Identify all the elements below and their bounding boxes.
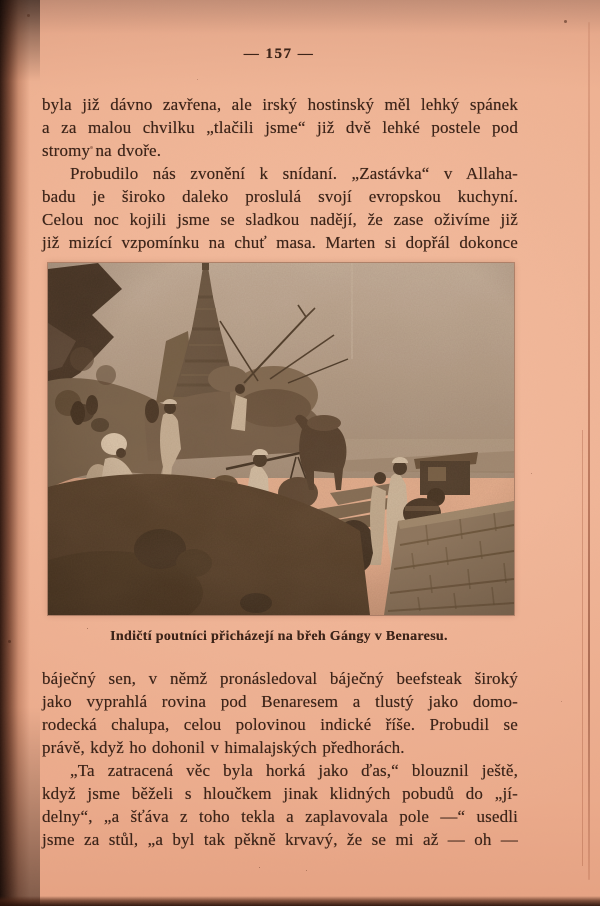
text-line: báječný sen, v němž pronásledoval báječný beefsteak široký (42, 669, 518, 688)
page-number: — 157 — (243, 46, 315, 62)
text-line: Probudilo nás zvonění k snídaní. „Zastávka“ v Allaha- (70, 164, 518, 183)
text-line: delny“, „a šťáva z toho tekla a zaplavovala pole —“ usedli (42, 807, 518, 826)
text-line: již mizící vzpomínku na chuť masa. Marten si dopřál dokonce (42, 233, 518, 252)
text-line: a za malou chvilku „tlačili jsme“ již dvě lehké postele pod (42, 118, 518, 137)
paragraph (42, 93, 518, 162)
scan-top-shadow (0, 0, 600, 34)
text-line: jako vyprahlá rovina pod Benaresem a tlustý jako domo- (42, 692, 518, 711)
text-line: rodecká chalupa, celou polovinou indické říše. Probudil se (42, 715, 518, 734)
text-block-bottom (42, 667, 518, 851)
figure-photo (48, 263, 514, 615)
paragraph (42, 162, 518, 254)
text-line: badu je široko daleko proslulá svojí evropskou kuchyní. (42, 187, 518, 206)
binding-corner-shadow (0, 0, 40, 906)
text-line: Celou noc kojili jsme se sladkou nadějí, že zase oživíme již (42, 210, 518, 229)
text-line: stromy na dvoře. (42, 141, 162, 160)
ghat-photograph-illustration (48, 263, 514, 615)
page-edge-line-faint (582, 430, 583, 866)
paragraph (42, 759, 518, 851)
text-line: když jsme běželi s hloučkem jinak klidných pobudů do „jí- (42, 784, 518, 803)
scan-bottom-edge (0, 896, 600, 906)
paper-specks (564, 20, 567, 23)
text-line: byla již dávno zavřena, ale irský hostinský měl lehký spánek (42, 95, 518, 114)
text-line: jsme za stůl, „a byl tak pěkně krvavý, že se mi až — oh — (42, 830, 518, 849)
figure-caption: Indičtí poutníci přicházejí na břeh Gángy v Benaresu. (110, 629, 448, 644)
paragraph (42, 667, 518, 759)
page-edge-line (588, 22, 590, 880)
text-line: „Ta zatracená věc byla horká jako ďas,“ blouznil ještě, (70, 761, 518, 780)
text-line: právě, když ho dohonil v himalajských předhorách. (42, 738, 405, 757)
text-block-top (42, 93, 518, 254)
